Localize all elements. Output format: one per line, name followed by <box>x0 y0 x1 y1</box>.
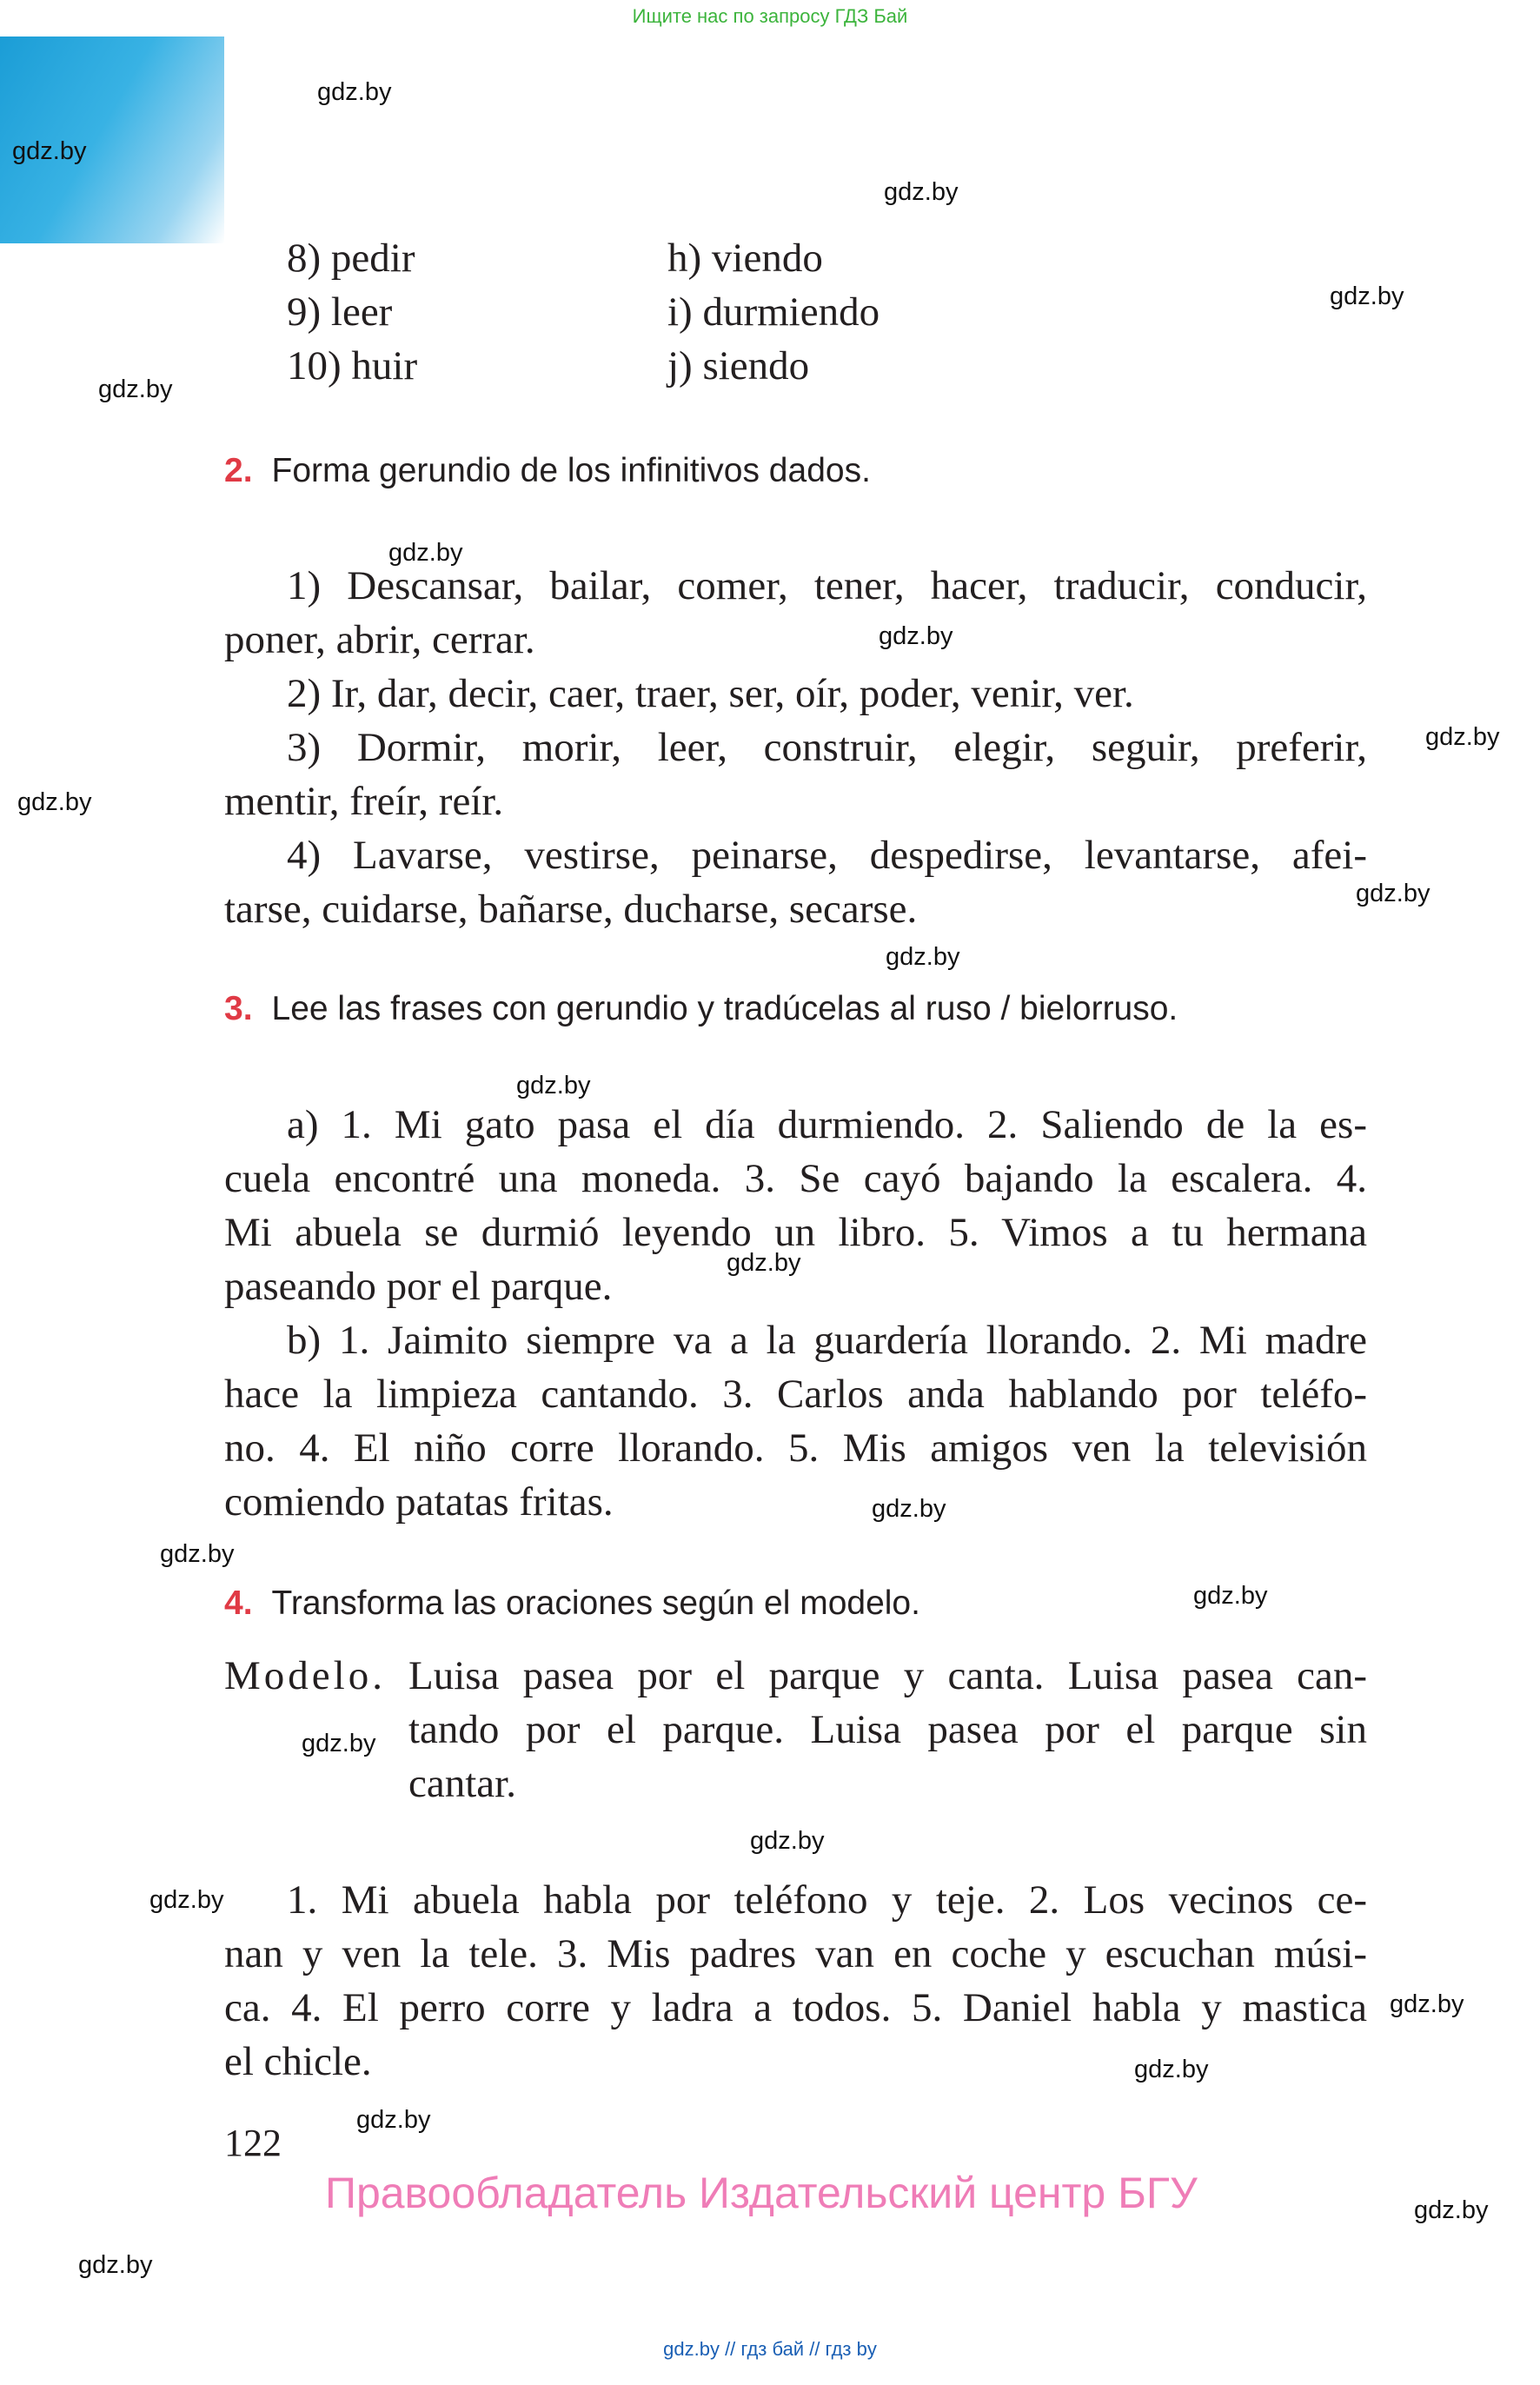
text-line: 1. Mi abuela habla por teléfono y teje. 2. Los vecinos ce- <box>287 1877 1367 1923</box>
text-line: Mi abuela se durmió leyendo un libro. 5. Vimos a tu hermana <box>224 1210 1367 1255</box>
watermark: gdz.by <box>388 539 463 567</box>
task-2-body <box>224 559 1367 936</box>
task-title: Lee las frases con gerundio y tradúcelas al ruso / bielorruso. <box>271 990 1178 1027</box>
matching-left-item: 8) pedir <box>287 236 415 281</box>
task-number: 4. <box>224 1584 253 1622</box>
text-line: no. 4. El niño corre llorando. 5. Mis amigos ven la televisión <box>224 1425 1367 1471</box>
watermark: gdz.by <box>356 2106 431 2134</box>
watermark: gdz.by <box>1356 880 1430 907</box>
model-label: Modelo. <box>224 1653 386 1698</box>
copyright-notice: Правообладатель Издательский центр БГУ <box>325 2169 1198 2217</box>
text-line: a) 1. Mi gato pasa el día durmiendo. 2. Saliendo de la es- <box>287 1102 1367 1147</box>
matching-left-item: 9) leer <box>287 289 393 335</box>
task-3-body <box>224 1098 1367 1529</box>
text-line: tarse, cuidarse, bañarse, ducharse, secarse. <box>224 887 918 932</box>
text-line: comiendo patatas fritas. <box>224 1479 614 1525</box>
text-line: 1) Descansar, bailar, comer, tener, hacer, traducir, conducir, <box>287 563 1367 608</box>
text-line: 4) Lavarse, vestirse, peinarse, despedirse, levantarse, afei- <box>287 833 1367 878</box>
task-4-body <box>224 1873 1367 2089</box>
matching-right-item: i) durmiendo <box>667 289 880 335</box>
text-line: poner, abrir, cerrar. <box>224 617 535 662</box>
matching-left-item: 10) huir <box>287 343 418 389</box>
watermark: gdz.by <box>160 1540 235 1568</box>
text-line: cuela encontré una moneda. 3. Se cayó bajando la escalera. 4. <box>224 1156 1367 1201</box>
matching-right-item: j) siendo <box>667 343 810 389</box>
text-line: hace la limpieza cantando. 3. Carlos anda hablando por teléfo- <box>224 1372 1367 1417</box>
text-line: ca. 4. El perro corre y ladra a todos. 5. Daniel habla y mastica <box>224 1985 1367 2030</box>
watermark: gdz.by <box>1134 2056 1209 2083</box>
task-2-heading <box>224 452 871 490</box>
watermark: gdz.by <box>17 788 92 816</box>
watermark: gdz.by <box>317 78 392 106</box>
text-line: paseando por el parque. <box>224 1264 613 1309</box>
text-line: cantar. <box>408 1761 516 1806</box>
task-number: 2. <box>224 452 253 489</box>
text-line: Luisa pasea por el parque y canta. Luisa pasea can- <box>408 1653 1367 1698</box>
watermark: gdz.by <box>872 1495 946 1523</box>
text-line: nan y ven la tele. 3. Mis padres van en coche y escuchan músi- <box>224 1931 1367 1976</box>
watermark: gdz.by <box>516 1072 591 1099</box>
model-example <box>408 1649 1367 1810</box>
page-number: 122 <box>224 2122 282 2164</box>
task-number: 3. <box>224 990 253 1027</box>
watermark: gdz.by <box>1414 2196 1489 2224</box>
watermark: gdz.by <box>884 178 959 206</box>
task-4-heading <box>224 1584 920 1623</box>
search-hint-banner: Ищите нас по запросу ГДЗ Бай <box>632 5 908 27</box>
watermark: gdz.by <box>1330 282 1404 310</box>
task-title: Transforma las oraciones según el modelo. <box>271 1584 920 1622</box>
footer-links[interactable]: gdz.by // гдз бай // гдз by <box>663 2338 877 2360</box>
text-line: b) 1. Jaimito siempre va a la guardería llorando. 2. Mi madre <box>287 1318 1367 1363</box>
watermark: gdz.by <box>12 137 87 165</box>
watermark: gdz.by <box>727 1249 801 1277</box>
watermark: gdz.by <box>886 943 960 971</box>
watermark: gdz.by <box>149 1886 224 1914</box>
watermark: gdz.by <box>1425 723 1500 751</box>
watermark: gdz.by <box>98 375 173 403</box>
task-3-heading <box>224 990 1178 1028</box>
watermark: gdz.by <box>1390 1990 1464 2018</box>
watermark: gdz.by <box>78 2251 153 2279</box>
watermark: gdz.by <box>879 622 953 650</box>
text-line: 3) Dormir, morir, leer, construir, elegir, seguir, preferir, <box>287 725 1367 770</box>
task-title: Forma gerundio de los infinitivos dados. <box>271 452 871 489</box>
watermark: gdz.by <box>1193 1582 1268 1610</box>
matching-right-item: h) viendo <box>667 236 823 281</box>
text-line: el chicle. <box>224 2039 372 2084</box>
text-line: mentir, freír, reír. <box>224 779 504 824</box>
text-line: tando por el parque. Luisa pasea por el parque sin <box>408 1707 1367 1752</box>
watermark: gdz.by <box>302 1730 376 1757</box>
text-line: 2) Ir, dar, decir, caer, traer, ser, oír, poder, venir, ver. <box>287 671 1134 716</box>
watermark: gdz.by <box>750 1827 825 1855</box>
